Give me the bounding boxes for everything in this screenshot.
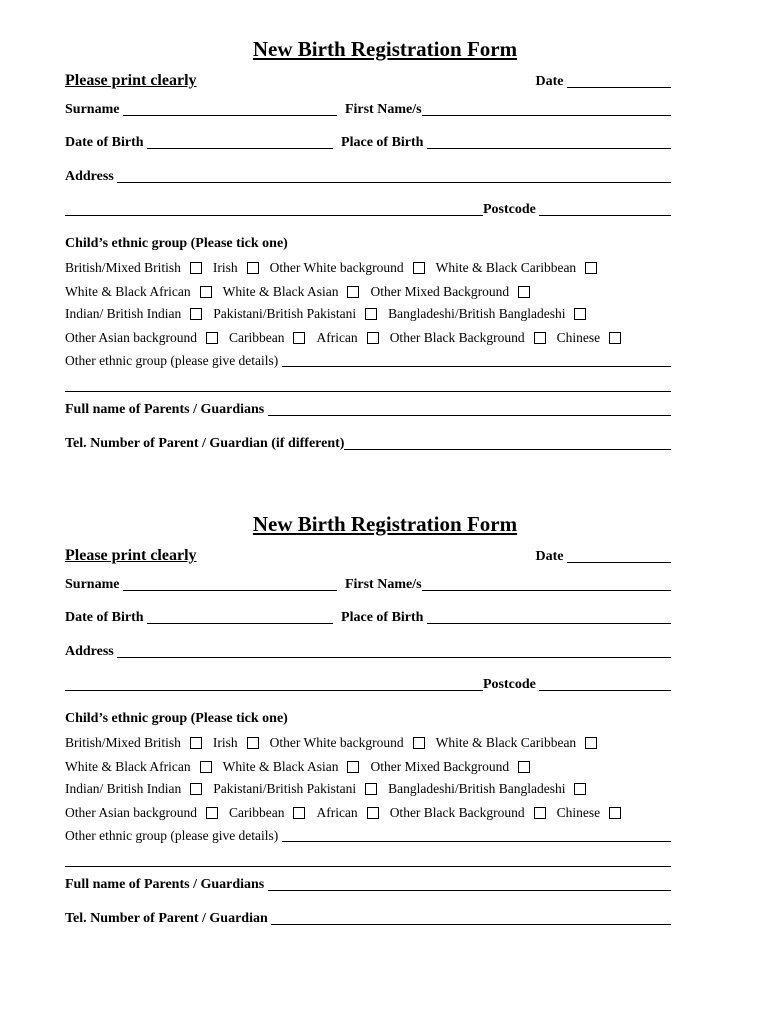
- date-label: Date: [535, 549, 564, 564]
- ethnic-option-label: Other Black Background: [389, 805, 525, 820]
- ethnic-option-label: Other White background: [269, 260, 404, 275]
- ethnic-option-label: White & Black Asian: [222, 759, 339, 774]
- other-ethnic-field[interactable]: [282, 352, 671, 367]
- ethnic-heading: Child’s ethnic group (Please tick one): [65, 711, 288, 726]
- ethnic-option-label: Irish: [212, 260, 238, 275]
- checkbox[interactable]: [534, 807, 546, 819]
- dob-label: Date of Birth: [65, 610, 144, 625]
- surname-label: Surname: [65, 102, 120, 117]
- tel-field[interactable]: [344, 435, 671, 450]
- ethnic-option-label: Other Asian background: [65, 330, 197, 345]
- tel-label: Tel. Number of Parent / Guardian (if different): [65, 436, 345, 451]
- checkbox[interactable]: [585, 262, 597, 274]
- form-title: New Birth Registration Form: [252, 512, 518, 536]
- ethnic-option-label: British/Mixed British: [65, 260, 181, 275]
- dob-field[interactable]: [147, 609, 333, 624]
- parents-label: Full name of Parents / Guardians: [65, 877, 265, 892]
- checkbox[interactable]: [367, 332, 379, 344]
- parents-field[interactable]: [268, 401, 671, 416]
- checkbox[interactable]: [190, 308, 202, 320]
- ethnic-row: [65, 733, 671, 751]
- ethnic-option-label: White & Black African: [65, 284, 191, 299]
- postcode-label: Postcode: [483, 677, 536, 692]
- checkbox[interactable]: [413, 262, 425, 274]
- checkbox[interactable]: [247, 737, 259, 749]
- pob-field[interactable]: [427, 609, 671, 624]
- ethnic-option-label: Other Black Background: [389, 330, 525, 345]
- checkbox[interactable]: [293, 332, 305, 344]
- tel-label: Tel. Number of Parent / Guardian: [65, 911, 268, 926]
- ethnic-row: [65, 282, 671, 300]
- parents-field[interactable]: [268, 876, 671, 891]
- ethnic-option-label: Irish: [212, 735, 238, 750]
- checkbox[interactable]: [293, 807, 305, 819]
- checkbox[interactable]: [609, 332, 621, 344]
- ethnic-option-label: Pakistani/British Pakistani: [213, 781, 357, 796]
- postcode-field[interactable]: [539, 676, 671, 691]
- address-field[interactable]: [117, 643, 671, 658]
- ethnic-option-label: White & Black Caribbean: [435, 735, 577, 750]
- checkbox[interactable]: [518, 286, 530, 298]
- checkbox[interactable]: [518, 761, 530, 773]
- ethnic-row: [65, 304, 671, 322]
- registration-form-2: [65, 511, 671, 926]
- pob-label: Place of Birth: [341, 135, 424, 150]
- ethnic-option-label: Pakistani/British Pakistani: [213, 306, 357, 321]
- checkbox[interactable]: [347, 286, 359, 298]
- print-clearly-heading: Please print clearly: [65, 72, 197, 89]
- checkbox[interactable]: [206, 807, 218, 819]
- first-name-label: First Name/s: [344, 102, 422, 117]
- other-ethnic-label: Other ethnic group (please give details): [65, 828, 279, 843]
- checkbox[interactable]: [200, 286, 212, 298]
- checkbox[interactable]: [534, 332, 546, 344]
- ethnic-option-label: Caribbean: [228, 330, 285, 345]
- dob-field[interactable]: [147, 134, 333, 149]
- ethnic-option-label: Chinese: [556, 330, 601, 345]
- first-name-field[interactable]: [422, 576, 671, 591]
- postcode-label: Postcode: [483, 202, 536, 217]
- ethnic-heading: Child’s ethnic group (Please tick one): [65, 236, 288, 251]
- ethnic-option-label: Caribbean: [228, 805, 285, 820]
- other-ethnic-field[interactable]: [282, 827, 671, 842]
- surname-field[interactable]: [123, 101, 337, 116]
- ethnic-option-label: Bangladeshi/British Bangladeshi: [388, 306, 566, 321]
- surname-label: Surname: [65, 577, 120, 592]
- checkbox[interactable]: [206, 332, 218, 344]
- address-label: Address: [65, 644, 114, 659]
- checkbox[interactable]: [190, 783, 202, 795]
- other-ethnic-line-2-field[interactable]: [65, 377, 671, 392]
- ethnic-option-label: Other Mixed Background: [370, 284, 510, 299]
- address-line-2-field[interactable]: [65, 676, 483, 691]
- ethnic-option-label: White & Black Asian: [222, 284, 339, 299]
- ethnic-row: [65, 757, 671, 775]
- checkbox[interactable]: [413, 737, 425, 749]
- postcode-field[interactable]: [539, 201, 671, 216]
- surname-field[interactable]: [123, 576, 337, 591]
- checkbox[interactable]: [367, 807, 379, 819]
- address-field[interactable]: [117, 168, 671, 183]
- ethnic-option-label: Other White background: [269, 735, 404, 750]
- date-label: Date: [535, 74, 564, 89]
- ethnic-option-label: British/Mixed British: [65, 735, 181, 750]
- ethnic-option-label: Indian/ British Indian: [65, 781, 182, 796]
- checkbox[interactable]: [585, 737, 597, 749]
- ethnic-option-label: Other Mixed Background: [370, 759, 510, 774]
- ethnic-row: [65, 779, 671, 797]
- ethnic-row: [65, 328, 671, 346]
- checkbox[interactable]: [347, 761, 359, 773]
- address-label: Address: [65, 169, 114, 184]
- ethnic-row: [65, 803, 671, 821]
- pob-field[interactable]: [427, 134, 671, 149]
- checkbox[interactable]: [200, 761, 212, 773]
- checkbox[interactable]: [609, 807, 621, 819]
- tel-field[interactable]: [271, 910, 671, 925]
- ethnic-option-label: Chinese: [556, 805, 601, 820]
- checkbox[interactable]: [574, 308, 586, 320]
- ethnic-option-label: White & Black African: [65, 759, 191, 774]
- checkbox[interactable]: [365, 308, 377, 320]
- form-title: New Birth Registration Form: [252, 37, 518, 61]
- ethnic-option-label: African: [316, 805, 358, 820]
- print-clearly-heading: Please print clearly: [65, 547, 197, 564]
- date-field[interactable]: [567, 548, 671, 563]
- pob-label: Place of Birth: [341, 610, 424, 625]
- ethnic-option-label: Indian/ British Indian: [65, 306, 182, 321]
- dob-label: Date of Birth: [65, 135, 144, 150]
- checkbox[interactable]: [190, 262, 202, 274]
- checkbox[interactable]: [574, 783, 586, 795]
- ethnic-option-label: White & Black Caribbean: [435, 260, 577, 275]
- ethnic-row: [65, 258, 671, 276]
- ethnic-option-label: Other Asian background: [65, 805, 197, 820]
- ethnic-option-label: Bangladeshi/British Bangladeshi: [388, 781, 566, 796]
- checkbox[interactable]: [247, 262, 259, 274]
- checkbox[interactable]: [365, 783, 377, 795]
- date-field[interactable]: [567, 73, 671, 88]
- other-ethnic-label: Other ethnic group (please give details): [65, 353, 279, 368]
- registration-form-1: [65, 36, 671, 451]
- checkbox[interactable]: [190, 737, 202, 749]
- first-name-label: First Name/s: [344, 577, 422, 592]
- first-name-field[interactable]: [422, 101, 671, 116]
- other-ethnic-line-2-field[interactable]: [65, 852, 671, 867]
- address-line-2-field[interactable]: [65, 201, 483, 216]
- ethnic-option-label: African: [316, 330, 358, 345]
- parents-label: Full name of Parents / Guardians: [65, 402, 265, 417]
